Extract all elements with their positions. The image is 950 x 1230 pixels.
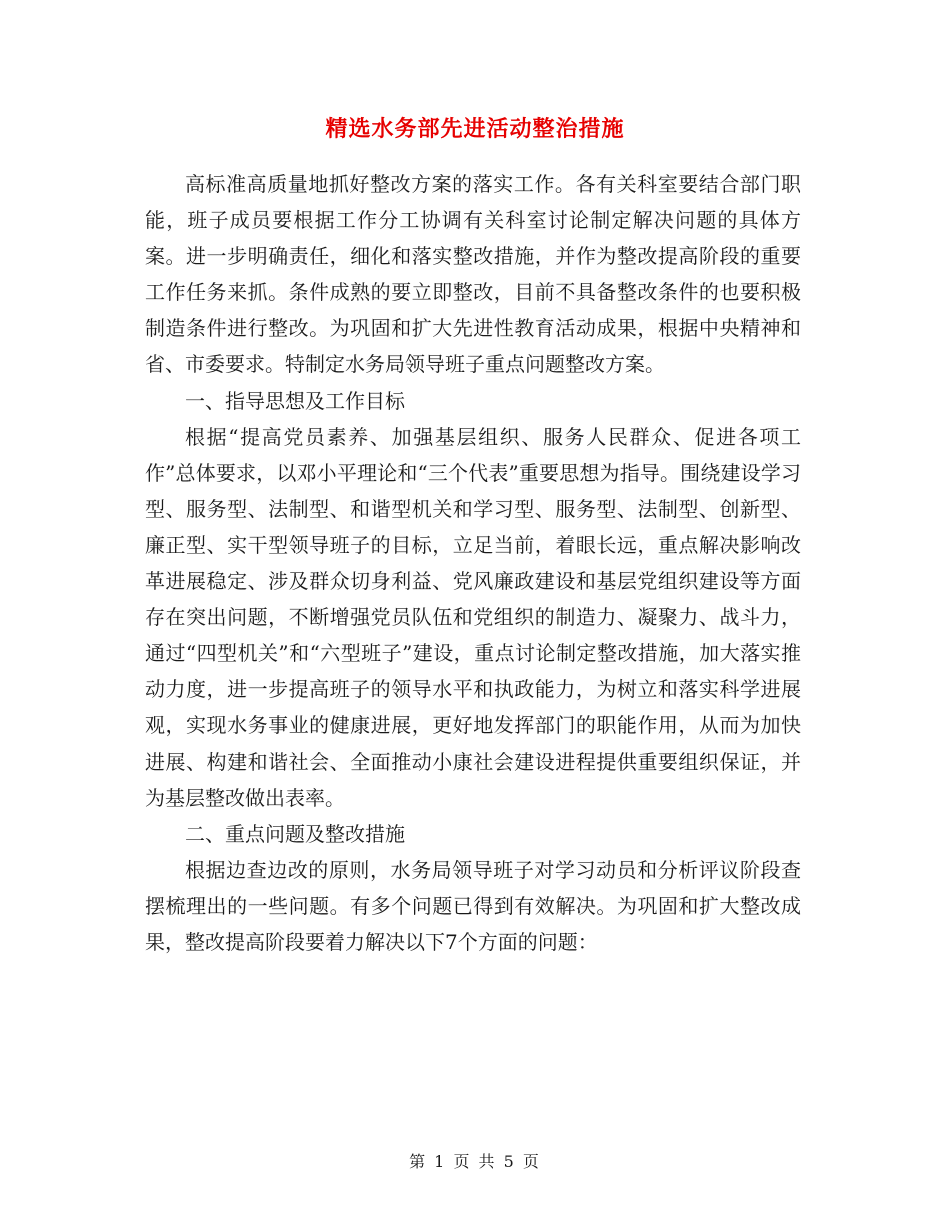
section-heading-1: 一、指导思想及工作目标 [185,388,405,413]
paragraph-key-issues: 根据边查边改的原则，水务局领导班子对学习动员和分析评议阶段查摆梳理出的一些问题。有多个问题已得到有效解决。为巩固和扩大整改成果，整改提高阶段要着力解决以下7个方面的问题： [145,857,801,954]
document-title: 精选水务部先进活动整治措施 [325,116,625,142]
document-body [145,166,801,960]
page-footer: 第 1 页 共 5 页 [409,1152,541,1171]
paragraph-intro: 高标准高质量地抓好整改方案的落实工作。各有关科室要结合部门职能，班子成员要根据工作分工协调有关科室讨论制定解决问题的具体方案。进一步明确责任，细化和落实整改措施，并作为整改提高阶段的重要工作任务来抓。条件成熟的要立即整改，目前不具备整改条件的也要积极制造条件进行整改。为巩固和扩大先进性教育活动成果，根据中央精神和省、市委要求。特制定水务局领导班子重点问题整改方案。 [145,172,801,377]
paragraph-guiding-ideology: 根据“提高党员素养、加强基层组织、服务人民群众、促进各项工作”总体要求，以邓小平理论和“三个代表”重要思想为指导。围绕建设学习型、服务型、法制型、和谐型机关和学习型、服务型、法制型、创新型、廉正型、实干型领导班子的目标，立足当前，着眼长远，重点解决影响改革进展稳定、涉及群众切身利益、党风廉政建设和基层党组织建设等方面存在突出问题，不断增强党员队伍和党组织的制造力、凝聚力、战斗力，通过“四型机关”和“六型班子”建设，重点讨论制定整改措施，加大落实推动力度，进一步提高班子的领导水平和执政能力，为树立和落实科学进展观，实现水务事业的健康进展，更好地发挥部门的职能作用，从而为加快进展、构建和谐社会、全面推动小康社会建设进程提供重要组织保证，并为基层整改做出表率。 [145,424,801,810]
section-heading-2: 二、重点问题及整改措施 [185,821,405,846]
